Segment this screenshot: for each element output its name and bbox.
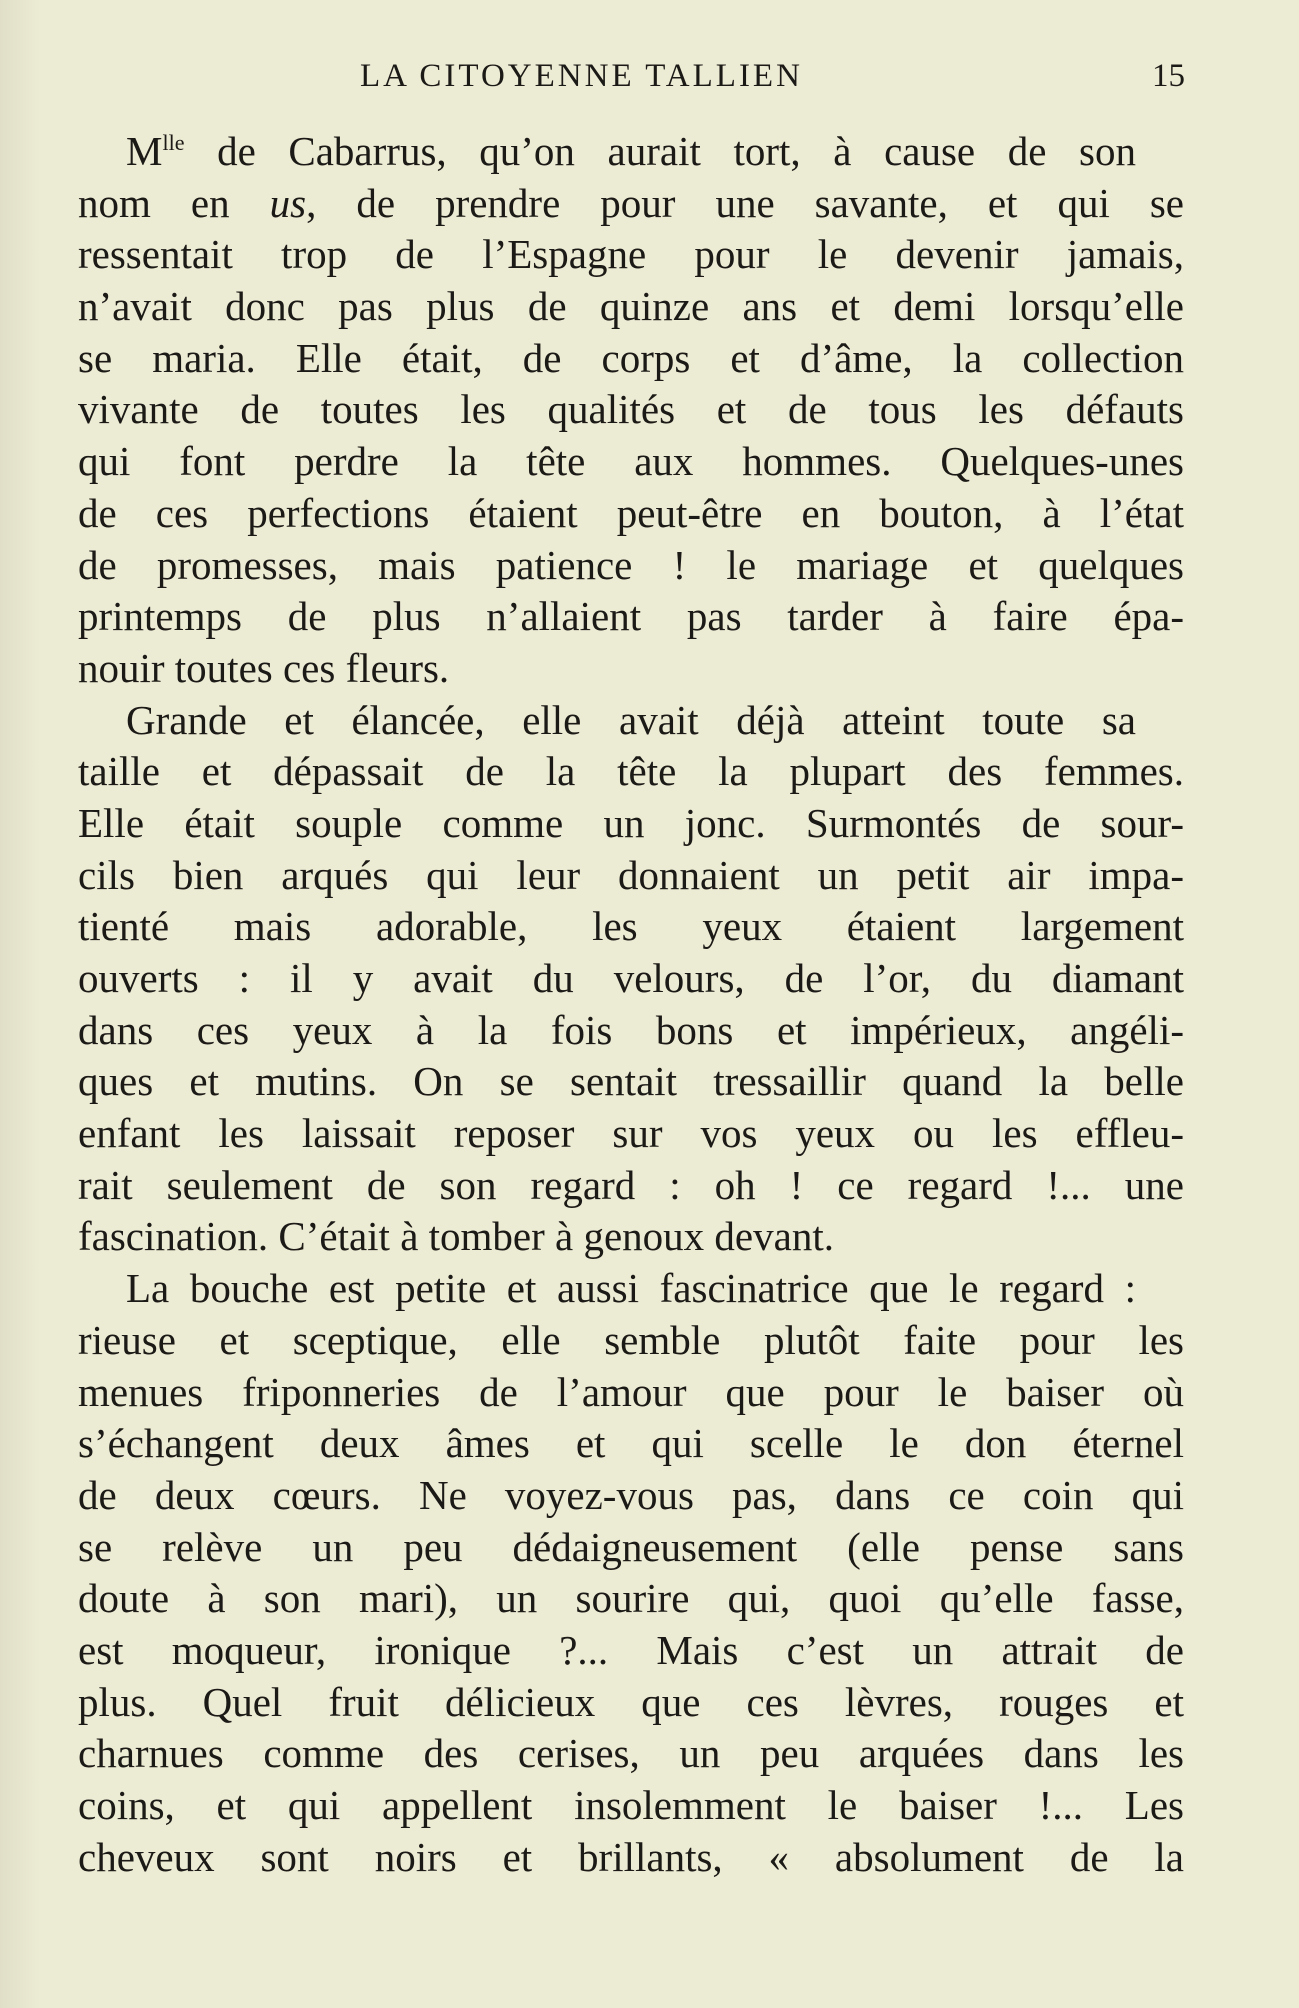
line-text: rait seulement de son regard : oh ! ce regard !... une bbox=[78, 1161, 1184, 1208]
line-text: nouir toutes ces fleurs. bbox=[78, 644, 450, 691]
text-line bbox=[78, 178, 1184, 230]
paragraph bbox=[78, 126, 1184, 695]
text-line bbox=[78, 229, 1184, 281]
line-text: taille et dépassait de la tête la plupart des femmes. bbox=[78, 748, 1184, 795]
line-text: de promesses, mais patience ! le mariage et quelques bbox=[78, 541, 1184, 588]
line-text: se maria. Elle était, de corps et d’âme, la collection bbox=[78, 334, 1184, 381]
line-text: Elle était souple comme un jonc. Surmontés de sour- bbox=[78, 799, 1184, 846]
text-line bbox=[78, 1108, 1184, 1160]
text-line bbox=[78, 901, 1184, 953]
line-text: de ces perfections étaient peut-être en bouton, à l’état bbox=[78, 489, 1184, 536]
body-text bbox=[78, 126, 1184, 1883]
text-line bbox=[78, 1056, 1184, 1108]
text-line bbox=[78, 746, 1184, 798]
text-line bbox=[78, 695, 1184, 747]
text-line bbox=[78, 384, 1184, 436]
text-line bbox=[78, 1573, 1184, 1625]
running-title: LA CITOYENNE TALLIEN bbox=[360, 58, 803, 94]
line-text: cheveux sont noirs et brillants, « absolument de la bbox=[78, 1833, 1184, 1880]
line-text: ouverts : il y avait du velours, de l’or, du diamant bbox=[78, 955, 1184, 1001]
text-line bbox=[78, 1160, 1184, 1212]
line-text: coins, et qui appellent insolemment le baiser !... Les bbox=[78, 1782, 1184, 1828]
text-line bbox=[78, 591, 1184, 643]
line-text: ques et mutins. On se sentait tressaillir quand la belle bbox=[78, 1058, 1184, 1105]
text-line bbox=[78, 1263, 1184, 1315]
text-fragment: nom en bbox=[78, 179, 270, 226]
page-header bbox=[0, 58, 1299, 102]
text-line bbox=[78, 798, 1184, 850]
line-text: dans ces yeux à la fois bons et impérieux, angéli- bbox=[78, 1006, 1184, 1053]
text-line bbox=[78, 1677, 1184, 1729]
paragraph bbox=[78, 1263, 1184, 1883]
line-text: rieuse et sceptique, elle semble plutôt faite pour les bbox=[78, 1316, 1184, 1363]
line-text: plus. Quel fruit délicieux que ces lèvres, rouges et bbox=[78, 1678, 1184, 1725]
text-line bbox=[78, 1780, 1184, 1832]
line-text: enfant les laissait reposer sur vos yeux ou les effleu- bbox=[78, 1110, 1184, 1157]
line-text: est moqueur, ironique ?... Mais c’est un attrait de bbox=[78, 1626, 1184, 1673]
line-text: tienté mais adorable, les yeux étaient largement bbox=[78, 903, 1184, 950]
text-line bbox=[78, 126, 1184, 178]
text-line bbox=[78, 1522, 1184, 1574]
text-line bbox=[78, 1470, 1184, 1522]
line-text: s’échangent deux âmes et qui scelle le don éternel bbox=[78, 1420, 1184, 1467]
paragraph bbox=[78, 695, 1184, 1264]
italic-word: us bbox=[269, 179, 307, 226]
text-line bbox=[78, 1211, 1184, 1263]
line-text: printemps de plus n’allaient pas tarder à faire épa- bbox=[78, 593, 1184, 640]
text-line bbox=[78, 436, 1184, 488]
line-text: menues friponneries de l’amour que pour le baiser où bbox=[78, 1368, 1184, 1415]
line-text: qui font perdre la tête aux hommes. Quelques-unes bbox=[78, 438, 1184, 485]
text-line bbox=[78, 1625, 1184, 1677]
text-line bbox=[78, 333, 1184, 385]
text-line bbox=[78, 850, 1184, 902]
text-line bbox=[78, 281, 1184, 333]
text-line bbox=[78, 1728, 1184, 1780]
line-text: n’avait donc pas plus de quinze ans et demi lorsqu’elle bbox=[78, 283, 1184, 330]
text-line bbox=[78, 1832, 1184, 1884]
line-text: se relève un peu dédaigneusement (elle pense sans bbox=[78, 1523, 1184, 1570]
line-text: de deux cœurs. Ne voyez-vous pas, dans ce coin qui bbox=[78, 1471, 1184, 1518]
text-line bbox=[78, 540, 1184, 592]
text-line bbox=[78, 1418, 1184, 1470]
line-text: La bouche est petite et aussi fascinatrice que le regard : bbox=[126, 1265, 1136, 1312]
line-text: fascination. C’était à tomber à genoux devant. bbox=[78, 1213, 834, 1260]
line-text: ressentait trop de l’Espagne pour le devenir jamais, bbox=[78, 231, 1184, 278]
text-line bbox=[78, 488, 1184, 540]
text-fragment: , de prendre pour une savante, et qui se bbox=[306, 179, 1185, 226]
text-line bbox=[78, 643, 1184, 695]
text-fragment: M bbox=[126, 128, 163, 174]
line-text: Grande et élancée, elle avait déjà atteint toute sa bbox=[126, 696, 1136, 743]
superscript: lle bbox=[162, 130, 185, 155]
text-line bbox=[78, 1005, 1184, 1057]
text-fragment: de Cabarrus, qu’on aurait tort, à cause de son bbox=[184, 128, 1136, 174]
line-text: doute à son mari), un sourire qui, quoi qu’elle fasse, bbox=[78, 1575, 1184, 1622]
line-text: vivante de toutes les qualités et de tous les défauts bbox=[78, 386, 1184, 433]
text-line bbox=[78, 1315, 1184, 1367]
line-text: charnues comme des cerises, un peu arquées dans les bbox=[78, 1730, 1184, 1777]
text-line bbox=[78, 1367, 1184, 1419]
line-text: cils bien arqués qui leur donnaient un petit air impa- bbox=[78, 851, 1184, 898]
page-number: 15 bbox=[1152, 58, 1185, 94]
text-line bbox=[78, 953, 1184, 1005]
